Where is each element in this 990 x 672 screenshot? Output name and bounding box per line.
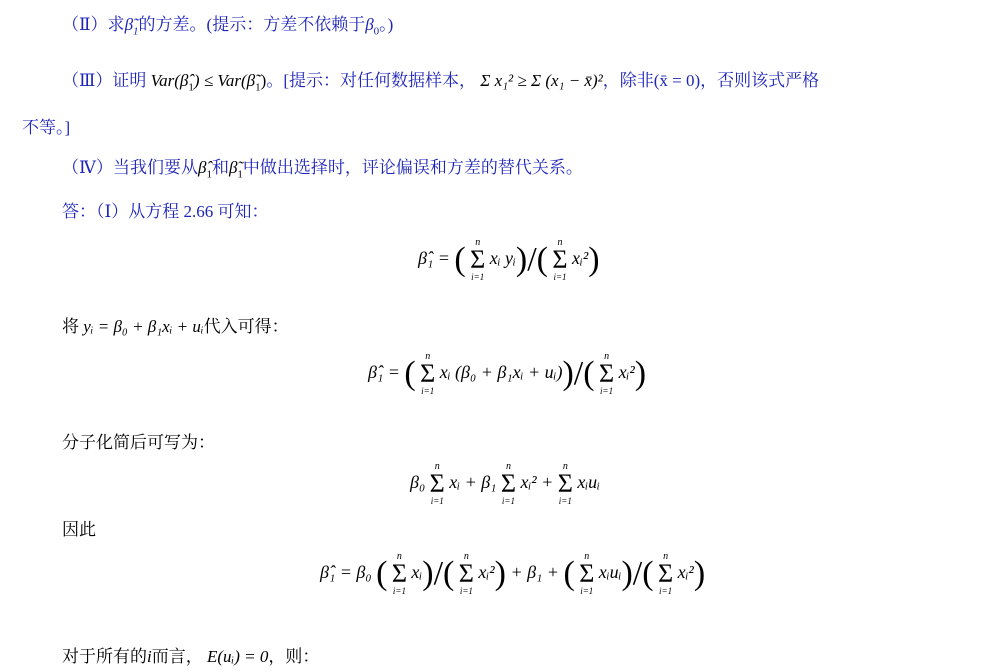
inequality-formula: Σ x₁² ≥ Σ (x₁ − x̄)² (480, 71, 603, 90)
sum-symbol: n Σ i=1 (552, 237, 568, 282)
therefore-label: 因此 (62, 520, 96, 539)
sum-symbol: n Σ i=1 (420, 351, 436, 396)
question-3: （Ⅲ）证明 $Var(\betâ_1)$ ≤ $Var(\betã_1)$。[提示：对任何数据样本， Σ x₁² ≥ Σ (x₁ − x̄)²，除非(x̄ = 0)，否则该式严格 (62, 71, 820, 94)
question-3-continued: 不等。] (22, 118, 71, 137)
substitution-line: 将 yᵢ = β₀ + β₁xᵢ + uᵢ代入可得： (62, 317, 289, 336)
sum-symbol: n Σ i=1 (391, 551, 407, 596)
sum-symbol: n Σ i=1 (557, 461, 573, 506)
equation-4: β̂₁ = β₀ ( n Σ i=1 xᵢ)/( n Σ i=1 xᵢ²) + β₁ + ( n Σ i=1 xᵢuᵢ)/( n Σ i=1 xᵢ²) (320, 551, 706, 596)
sum-symbol: n Σ i=1 (470, 237, 486, 282)
equation-1: β̂₁ = ( n Σ i=1 xᵢ yᵢ)/( n Σ i=1 xᵢ²) (418, 237, 600, 282)
question-2: （Ⅱ）求$\betã_1$的方差。(提示：方差不依赖于$\beta_0$。) (62, 15, 394, 38)
sum-symbol: n Σ i=1 (500, 461, 517, 506)
numerator-note: 分子化简后可写为： (62, 433, 215, 452)
sum-symbol: n Σ i=1 (658, 551, 674, 596)
equation-3: β₀ n Σ i=1 xᵢ + β₁ n Σ i=1 xᵢ² + n Σ i=1 xᵢuᵢ (410, 461, 601, 506)
answer-intro: 答：（Ⅰ）从方程 2.66 可知： (62, 202, 269, 221)
sum-symbol: n Σ i=1 (598, 351, 615, 396)
equation-2: β̂₁ = ( n Σ i=1 xᵢ (β₀ + β₁xᵢ + uᵢ))/( n Σ i=1 xᵢ²) (368, 351, 647, 396)
question-4: （Ⅳ）当我们要从$\betâ_1$和$\betã_1$中做出选择时，评论偏误和方差的替代关系。 (62, 158, 583, 181)
final-line: 对于所有的i而言， E(uᵢ) = 0，则： (62, 647, 320, 666)
sum-symbol: n Σ i=1 (458, 551, 474, 596)
sum-symbol: n Σ i=1 (579, 551, 595, 596)
sum-symbol: n Σ i=1 (429, 461, 445, 506)
